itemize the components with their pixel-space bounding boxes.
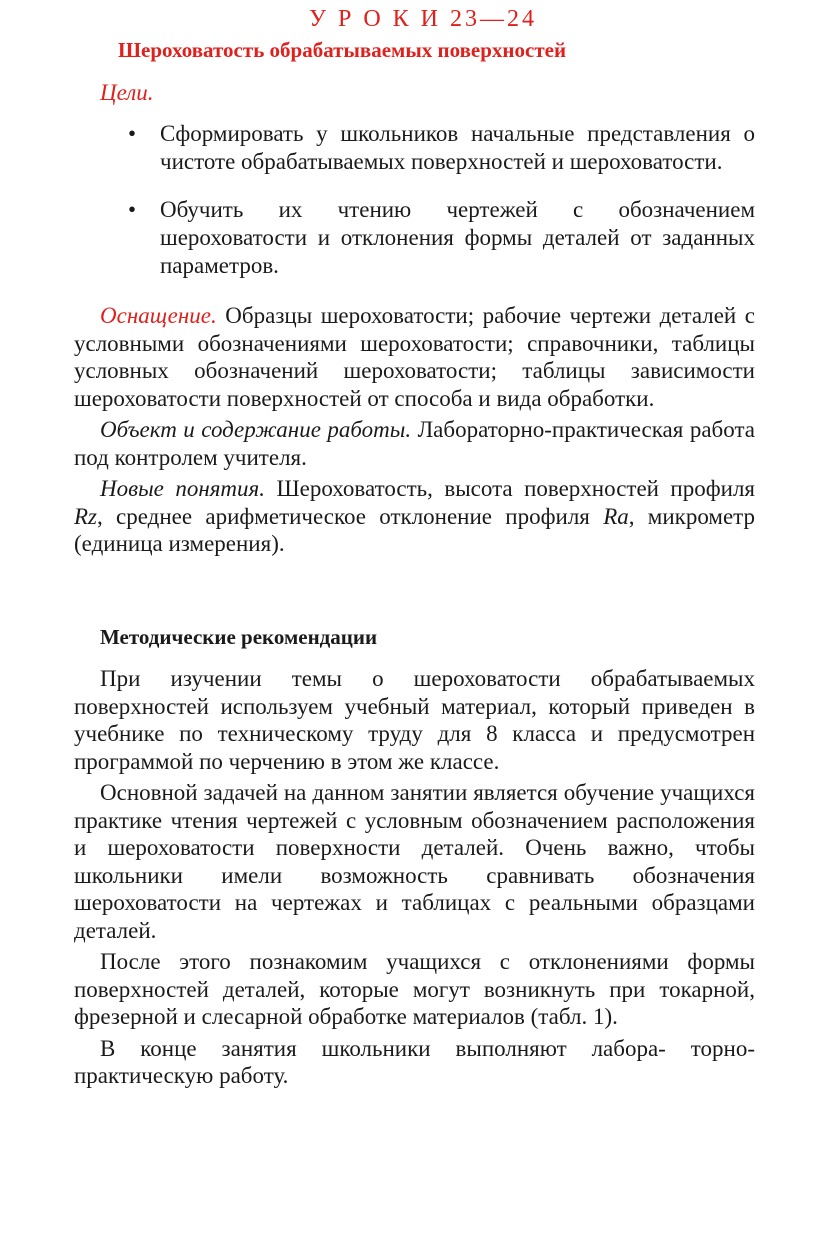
intro-section	[74, 302, 755, 562]
concepts-text-1: Шероховатость, высота поверхностей профиля	[265, 476, 755, 501]
concepts-paragraph	[74, 475, 755, 558]
concepts-label: Новые понятия.	[100, 476, 265, 501]
methodical-section	[74, 665, 755, 1094]
goals-label: Цели.	[100, 80, 154, 105]
goal-text: Обучить их чтению чертежей с обозначением шероховатости и отклонения формы деталей от заданных параметров.	[160, 197, 755, 278]
method-paragraph: После этого познакомим учащихся с отклонениями формы поверхностей деталей, которые могут возникнуть при токарной, фрезерной и слесарной обработке материалов (табл. 1).	[74, 949, 755, 1029]
equipment-paragraph	[74, 302, 755, 412]
object-label: Объект и содержание работы.	[100, 417, 412, 442]
concepts-text-2: , среднее арифметическое отклонение профиля	[97, 503, 604, 529]
method-paragraph: В конце занятия школьники выполняют лабора- торно-практическую работу.	[74, 1035, 755, 1088]
ra-symbol: Ra	[603, 503, 629, 529]
goal-text: Сформировать у школьников начальные представления о чистоте обрабатываемых поверхностей и шероховатости.	[160, 121, 755, 174]
topic-title: Шероховатость обрабатываемых поверхностей	[118, 38, 567, 62]
lesson-title: У Р О К И 23—24	[308, 6, 537, 32]
equipment-label: Оснащение.	[100, 303, 217, 328]
goal-item	[100, 196, 755, 280]
method-paragraph: При изучении темы о шероховатости обрабатываемых поверхностей используем учебный материал, который приведен в учебнике по техническому труду для 8 класса и предусмотрен программой по черчению в этом же классе.	[74, 666, 755, 774]
rz-symbol: Rz	[74, 503, 97, 529]
goal-item	[100, 120, 755, 176]
section-heading: Методические рекомендации	[100, 625, 378, 649]
bullet-icon: •	[128, 197, 137, 222]
goals-list	[100, 120, 755, 280]
concepts-text-3: , микрометр (единица измерения).	[74, 503, 755, 556]
object-text: Лабораторно-практическая работа под контролем учителя.	[74, 417, 755, 470]
bullet-icon: •	[128, 121, 137, 146]
method-paragraph: Основной задачей на данном занятии является обучение учащихся практике чтения чертежей с условным обозначением расположения и шероховатости поверхности деталей. Очень важно, чтобы школьники имели возможность сравнивать обозначения шероховатости на чертежах и таблицах с реальными образцами деталей.	[74, 780, 755, 943]
object-paragraph	[74, 416, 755, 471]
equipment-text: Образцы шероховатости; рабочие чертежи деталей с условными обозначениями шероховатости; справочники, таблицы условных обозначений шероховатости; таблицы зависимости шероховатости поверхностей от способа и вида обработки.	[74, 303, 755, 411]
